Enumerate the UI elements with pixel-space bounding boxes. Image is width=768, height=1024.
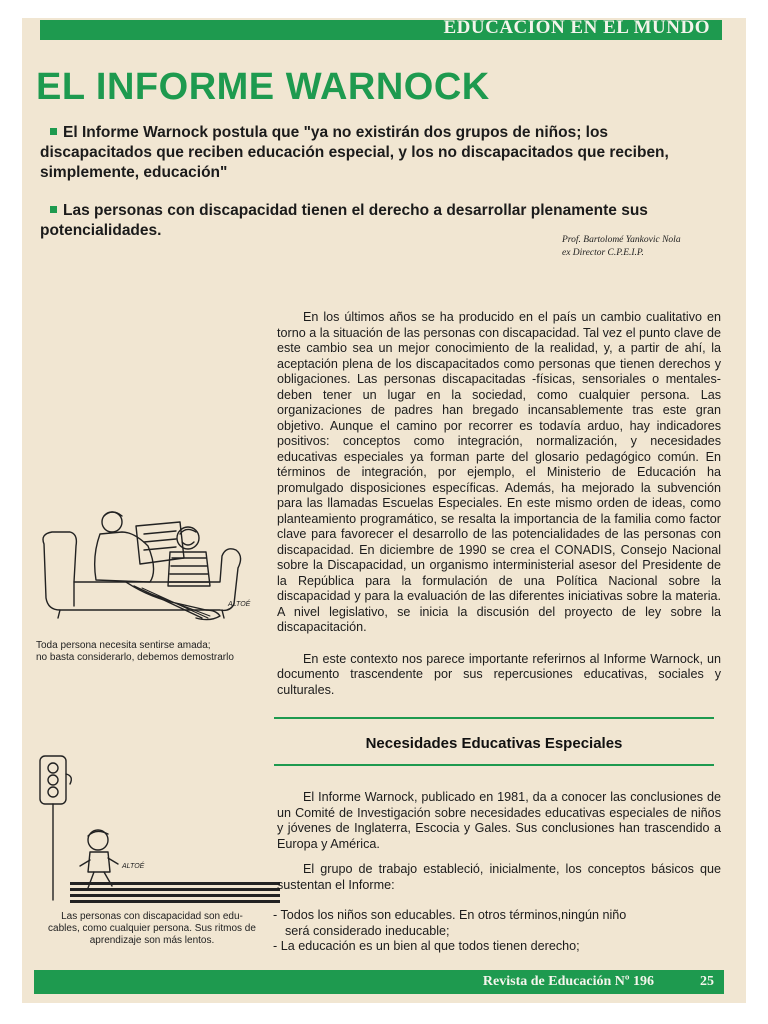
author-byline [562, 234, 681, 260]
magazine-page [22, 18, 746, 1003]
list-item: - Todos los niños son educables. En otros términos,ningún niño [273, 908, 627, 922]
body-paragraph-1: En los últimos años se ha producido en el país un cambio cualitativo en torno a la situación de las personas con discapacidad. Tal vez el punto clave de este cambio sea un mejor conocimiento de la realidad, y, a partir de ahí, la aceptación plena de los discapacitados como personas que tienen derechos y obligaciones. Las personas discapacitadas -físicas, sensoriales o mentales- deben tener un lugar en la sociedad, como cualquier persona. Las organizaciones de padres han bregado incansablemente tras este gran objetivo. Aunque el camino por recorrer es todavía arduo, hay indicadores positivos: conceptos como integración, normalización, y necesidades educativas especiales ya forman parte del glosario pedagógico común. En términos de integración, por ejemplo, el Ministerio de Educación ha promulgado disposiciones específicas. Además, ha mejorado la subvención para las llamadas Escuelas Especiales. En este mismo orden de ideas, como planteamiento programático, se resalta la importancia de la familia como factor clave para favorecer el desarrollo de las potencialidades de las personas con discapacidad. En diciembre de 1990 se crea el CONADIS, Consejo Nacional sobre la Discapacidad, un organismo interministerial asesor del Presidente de la República para la formulación de una Política Nacional sobre la discapacidad y para la evaluación de las diferentes iniciativas sobre la materia. A nivel legislativo, se inicia la discusión del proyecto de ley sobre la discapacitación. [277, 310, 721, 634]
lead-statement-1 [40, 123, 720, 183]
list-item-continuation: será considerado ineducable; [285, 923, 450, 938]
section-paragraph-2: El grupo de trabajo estableció, inicialmente, los conceptos básicos que sustentan el Informe: [277, 862, 721, 892]
section-divider-bottom [274, 764, 714, 766]
crosswalk-stripes [70, 882, 280, 903]
illustration-caption-2 [32, 911, 272, 947]
body-paragraph-2: En este contexto nos parece importante referirnos al Informe Warnock, un documento trascendente por sus repercusiones educativas, sociales y culturales. [277, 651, 721, 697]
author-name: Prof. Bartolomé Yankovic Nola [562, 235, 681, 245]
section-body [277, 790, 721, 893]
page-number: 25 [700, 974, 714, 989]
caption-2-line-3: aprendizaje son más lentos. [89, 935, 215, 946]
publication-name: Revista de Educación Nº 196 [482, 974, 654, 989]
principles-list [273, 908, 717, 955]
square-bullet-icon [50, 206, 57, 213]
article-body [277, 310, 721, 698]
section-heading: Necesidades Educativas Especiales [365, 735, 623, 752]
caption-1-line-2: no basta considerarlo, debemos demostrarlo [36, 652, 234, 663]
section-paragraph-1: El Informe Warnock, publicado en 1981, da a conocer las conclusiones de un Comité de Investigación sobre necesidades educativas especiales de niños y jóvenes de Inglaterra, Escocia y Gales. Sus conclusiones han trascendido a Europa y América. [277, 790, 721, 851]
square-bullet-icon [50, 128, 57, 135]
header-bar [40, 20, 722, 40]
section-title: EDUCACION EN EL MUNDO [443, 18, 710, 38]
article-title: EL INFORME WARNOCK [36, 66, 490, 108]
caption-2-line-2: cables, como cualquier persona. Sus ritmos de [48, 923, 256, 934]
author-role: ex Director C.P.E.I.P. [562, 248, 644, 258]
caption-2-line-1: Las personas con discapacidad son edu- [61, 911, 243, 922]
list-item: - La educación es un bien al que todos tienen derecho; [273, 939, 580, 953]
traffic-light-cartoon-illustration [30, 754, 280, 904]
illustration-signature: ALTOÉ [228, 601, 251, 608]
illustration-signature: ALTOÉ [122, 863, 145, 870]
lead-text-1: El Informe Warnock postula que "ya no existirán dos grupos de niños; los discapacitados que reciben educación especial, y los no discapacitados que reciben, simplemente, educación" [40, 124, 669, 181]
section-divider-top [274, 717, 714, 719]
sofa-cartoon-illustration [30, 486, 280, 626]
caption-1-line-1: Toda persona necesita sentirse amada; [36, 640, 211, 651]
footer-bar [34, 970, 724, 994]
lead-text-2: Las personas con discapacidad tienen el derecho a desarrollar plenamente sus potencialidades. [40, 202, 648, 239]
illustration-caption-1 [36, 640, 234, 664]
